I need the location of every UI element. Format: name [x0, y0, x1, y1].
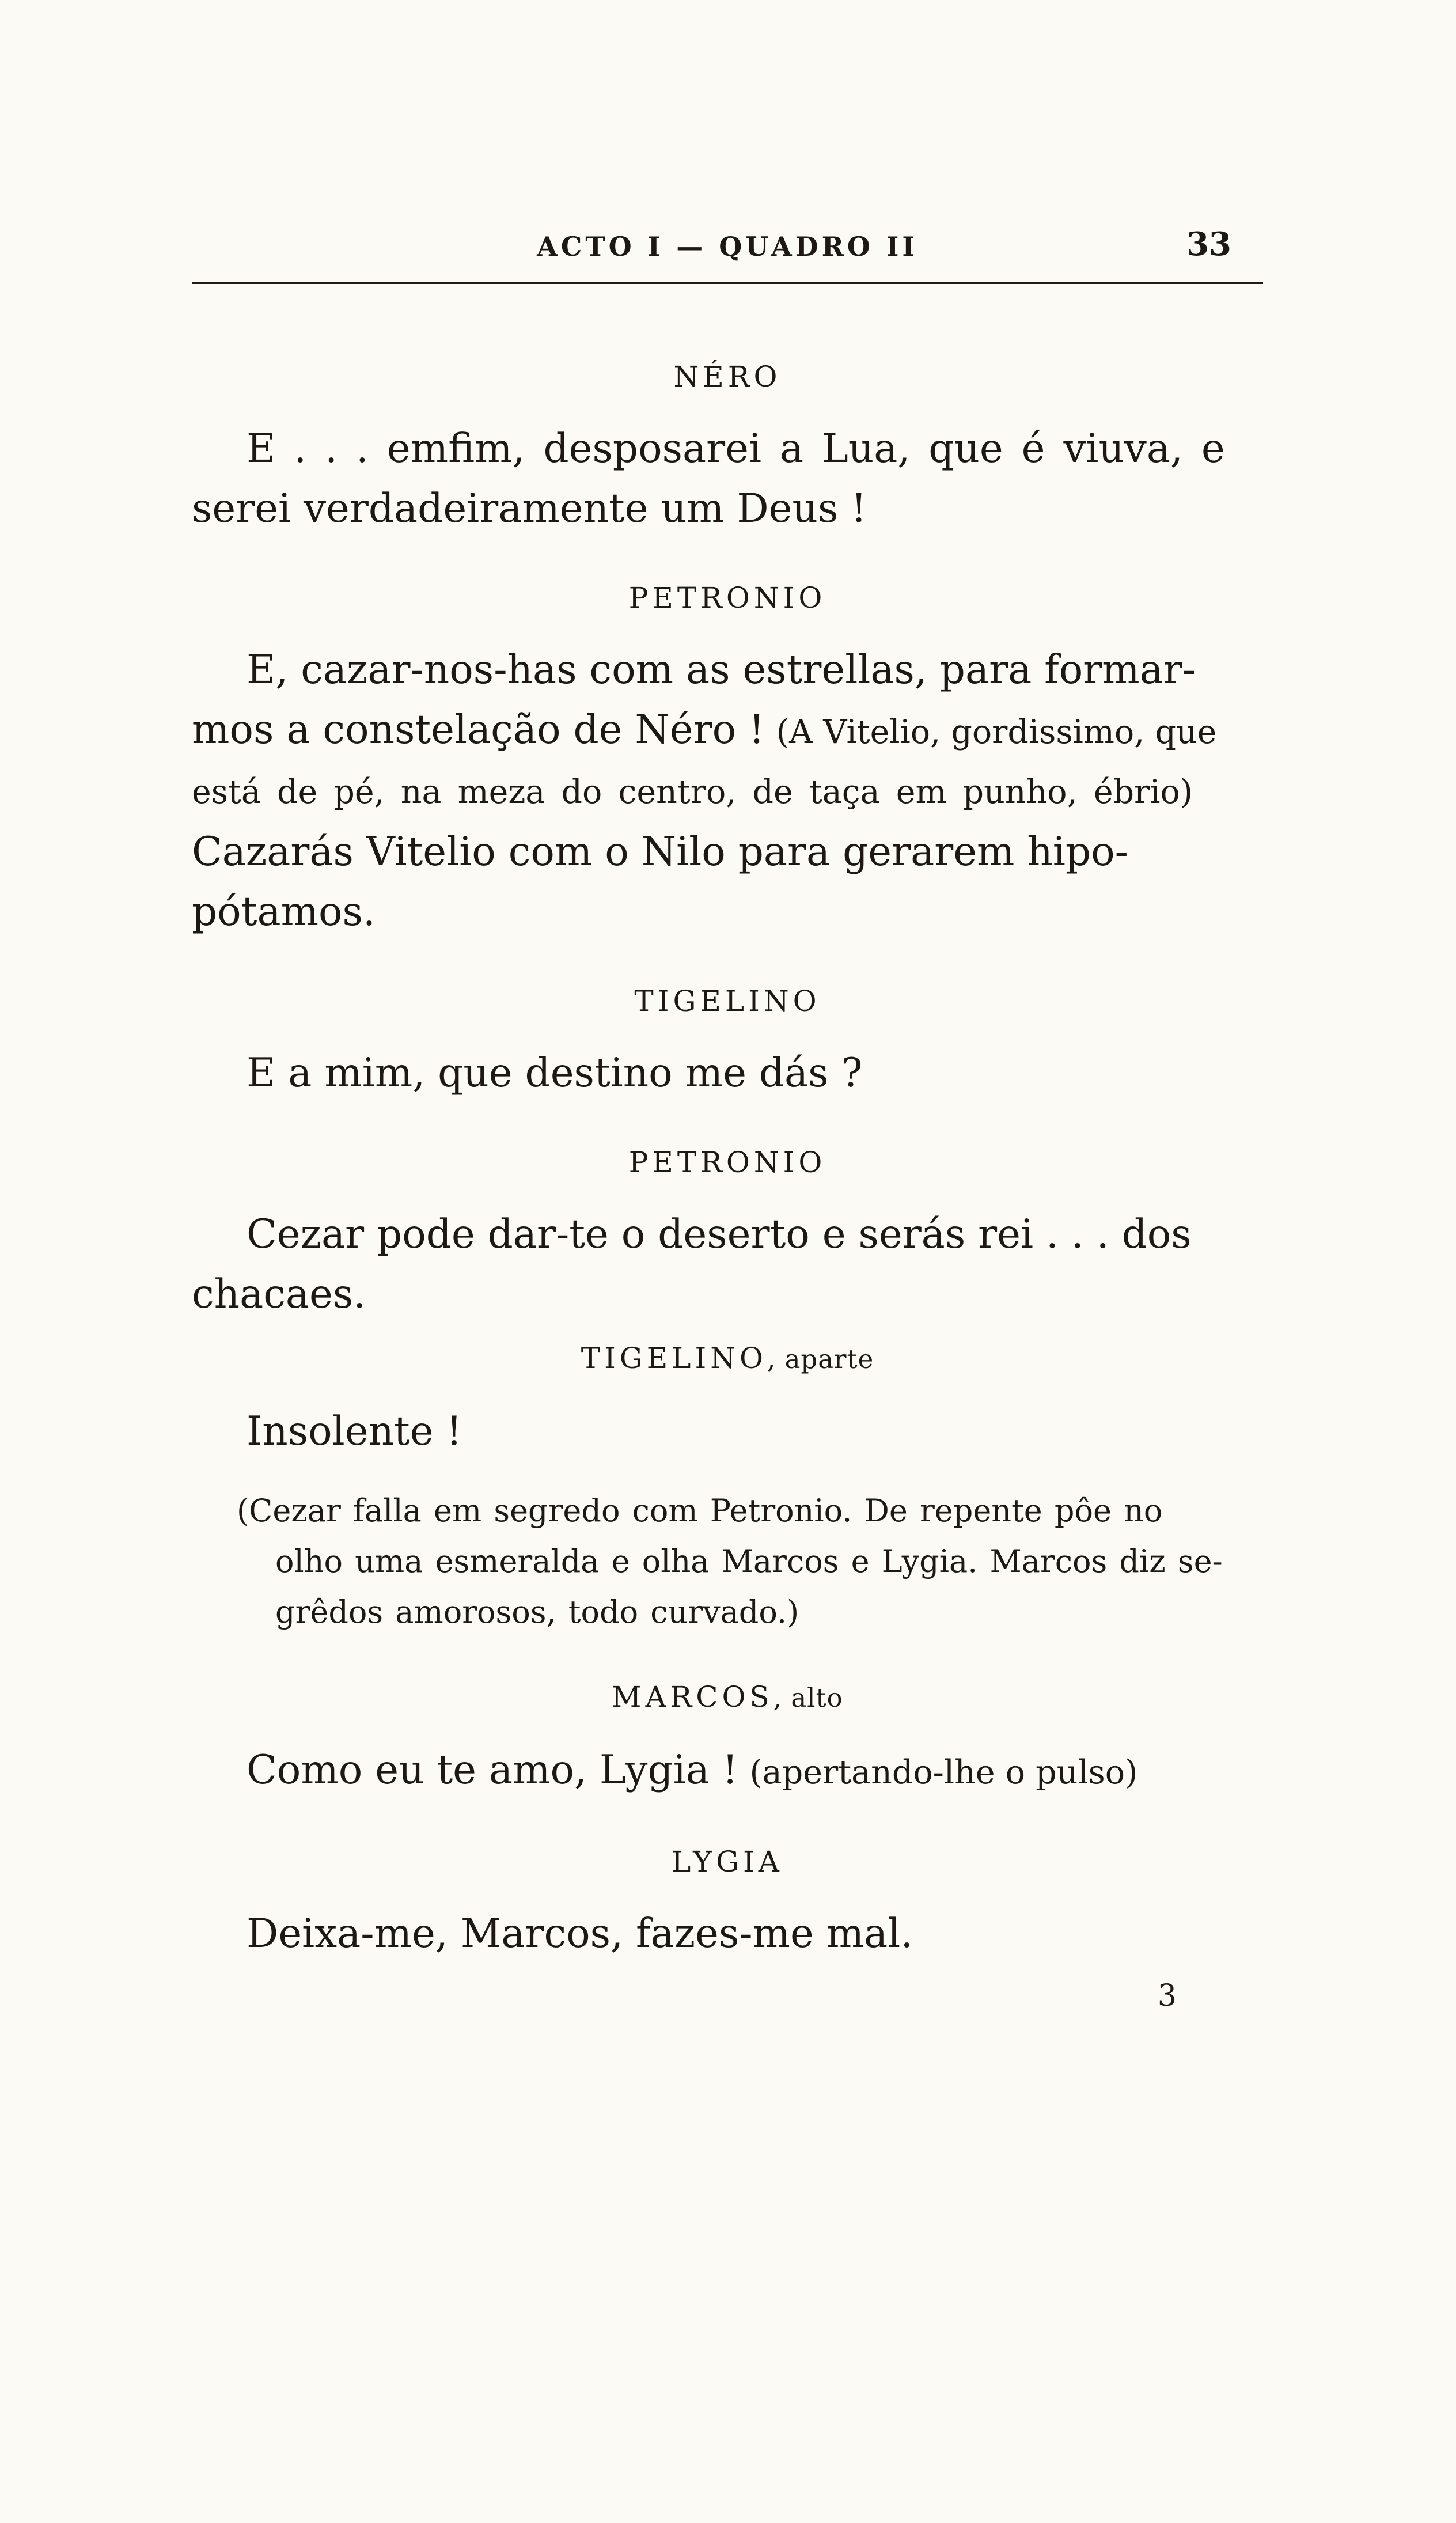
dialogue-line: Cazarás Vitelio com o Nilo para gerarem hipo-	[192, 829, 1128, 875]
speech-petronio-1	[192, 578, 1263, 942]
dialogue-line: serei verdadeiramente um Deus !	[192, 486, 867, 532]
dialogue-text: Como eu te amo, Lygia !	[247, 1747, 738, 1793]
stage-direction-inline: (A Vitelio, gordissimo, que	[776, 713, 1217, 751]
dialogue-line: Deixa-me, Marcos, fazes-me mal.	[247, 1911, 913, 1957]
speaker-label: PETRONIO	[628, 581, 826, 615]
page-number: 33	[1186, 225, 1231, 263]
dialogue-line: E a mim, que destino me dás ?	[247, 1050, 863, 1096]
direction-line: (Cezar falla em segredo com Petronio. De repente pôe no	[237, 1492, 1163, 1529]
dialogue-line: E, cazar-nos-has com as estrellas, para formar-	[247, 647, 1196, 693]
running-head	[192, 225, 1263, 269]
speaker-label	[192, 1338, 1263, 1380]
speech-marcos	[192, 1677, 1263, 1802]
speaker-note: , alto	[773, 1683, 843, 1713]
speaker-label	[192, 1677, 1263, 1718]
speaker-label: LYGIA	[672, 1845, 783, 1878]
dialogue-line	[192, 1740, 1263, 1802]
stage-direction-block	[237, 1486, 1263, 1638]
speaker-name: TIGELINO	[581, 1342, 767, 1375]
speech-lygia	[192, 1842, 1263, 1964]
dialogue-text: mos a constelação de Néro !	[192, 707, 765, 753]
speech-petronio-2	[192, 1142, 1263, 1324]
speech-tigelino-1	[192, 981, 1263, 1103]
dialogue-line: chacaes.	[192, 1271, 366, 1317]
speaker-label: TIGELINO	[634, 984, 821, 1018]
page-content	[192, 225, 1263, 2013]
speech-nero	[192, 357, 1263, 539]
dialogue-line: pótamos.	[192, 889, 376, 935]
direction-line: olho uma esmeralda e olha Marcos e Lygia. Marcos diz se-	[275, 1543, 1223, 1579]
signature-number: 3	[1157, 1979, 1177, 2013]
speech-tigelino-2	[192, 1338, 1263, 1461]
speaker-label: NÉRO	[673, 360, 782, 393]
head-rule	[192, 282, 1263, 284]
stage-direction-inline: (apertando-lhe o pulso)	[749, 1753, 1138, 1791]
speaker-name: MARCOS	[612, 1680, 774, 1714]
running-title: ACTO I — QUADRO II	[537, 231, 918, 262]
direction-line: grêdos amorosos, todo curvado.)	[275, 1594, 799, 1630]
speaker-label: PETRONIO	[628, 1146, 826, 1179]
dialogue-line: Cezar pode dar-te o deserto e serás rei . . . dos	[247, 1211, 1192, 1257]
dialogue-line: Insolente !	[247, 1408, 462, 1454]
stage-direction-inline: está de pé, na meza do centro, de taça em punho, ébrio)	[192, 773, 1193, 811]
speaker-note: , aparte	[767, 1344, 874, 1374]
dialogue-line	[192, 700, 1263, 762]
dialogue-line: E . . . emfim, desposarei a Lua, que é viuva, e	[247, 426, 1225, 472]
